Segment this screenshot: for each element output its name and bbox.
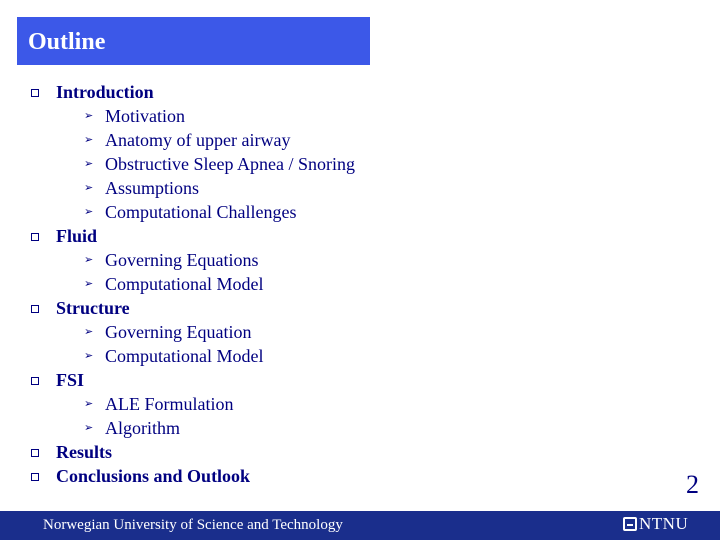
- square-bullet-icon: [31, 449, 39, 457]
- square-bullet-icon: [31, 377, 39, 385]
- arrow-bullet-icon: ➢: [84, 110, 94, 122]
- section-label: FSI: [56, 370, 85, 390]
- arrow-bullet-icon: ➢: [84, 278, 94, 290]
- arrow-bullet-icon: ➢: [84, 158, 94, 170]
- slide-title: Outline: [28, 29, 106, 55]
- arrow-bullet-icon: ➢: [84, 350, 94, 362]
- section-label: Results: [56, 442, 113, 462]
- footer-logo-text: NTNU: [639, 514, 689, 533]
- arrow-bullet-icon: ➢: [84, 254, 94, 266]
- ntnu-logo-icon: [623, 517, 637, 531]
- section-label: Introduction: [56, 82, 154, 102]
- arrow-bullet-icon: ➢: [84, 182, 94, 194]
- footer-institution: Norwegian University of Science and Technology: [43, 517, 343, 533]
- arrow-bullet-icon: ➢: [84, 326, 94, 338]
- page-number: 2: [686, 470, 699, 499]
- square-bullet-icon: [31, 473, 39, 481]
- section-label: Structure: [56, 298, 130, 318]
- arrow-bullet-icon: ➢: [84, 422, 94, 434]
- square-bullet-icon: [31, 233, 39, 241]
- section-label: Fluid: [56, 226, 98, 246]
- square-bullet-icon: [31, 89, 39, 97]
- arrow-bullet-icon: ➢: [84, 206, 94, 218]
- square-bullet-icon: [31, 305, 39, 313]
- arrow-bullet-icon: ➢: [84, 134, 94, 146]
- section-label: Conclusions and Outlook: [56, 466, 251, 486]
- arrow-bullet-icon: ➢: [84, 398, 94, 410]
